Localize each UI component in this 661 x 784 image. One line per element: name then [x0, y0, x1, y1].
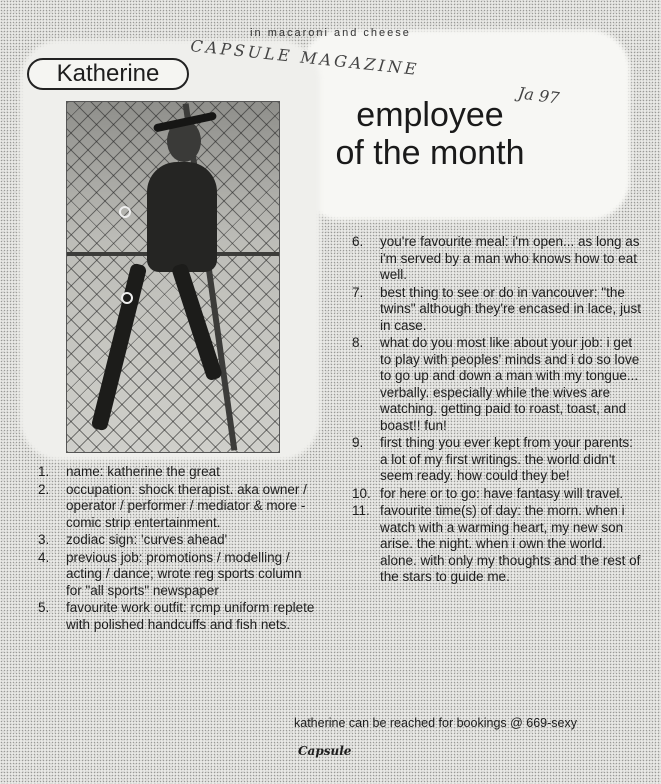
title-line-2: of the month: [335, 134, 525, 172]
list-item: 5. favourite work outfit: rcmp uniform replete with polished handcuffs and fish nets.: [38, 600, 315, 632]
handwritten-date-note: Ja 97: [516, 83, 561, 108]
list-item: 7. best thing to see or do in vancouver: "the twins" although they're encased in lace, just in case.: [352, 284, 642, 333]
list-item: 4. previous job: promotions / modelling / acting / dance; wrote reg sports column for "all sports" newspaper: [38, 549, 302, 598]
list-item: 3. zodiac sign: 'curves ahead': [38, 532, 228, 547]
list-item: 6. you're favourite meal: i'm open... as long as i'm served by a man who knows how to eat well.: [352, 234, 640, 282]
handcuff: [121, 292, 133, 304]
brand-logo: Capsule: [298, 744, 352, 758]
booking-footer: katherine can be reached for bookings @ 669-sexy: [294, 716, 577, 730]
list-item: 11. favourite time(s) of day: the morn. when i watch with a warming heart, my new son arise. the night. when i own the world. alone. with only my thoughts and the rest of the stars to guide me.: [352, 503, 641, 584]
page-title: [310, 96, 550, 172]
name-badge: Katherine: [27, 58, 189, 90]
list-item: 9. first thing you ever kept from your parents: a lot of my first writings. the world didn't seem ready. how could they be!: [352, 435, 633, 483]
list-item: 8. what do you most like about your job: i get to play with peoples' minds and i do so love to go up and down a man with my tongue... verbally. especially while the wives are watching. getting paid to roast, toast, and boast!! fun!: [352, 335, 640, 433]
handwritten-magazine-note: CAPSULE MAGAZINE: [189, 36, 421, 79]
portrait-photo: [66, 101, 280, 453]
questions-list-left: [38, 464, 320, 634]
page-header: in macaroni and cheese: [250, 27, 411, 39]
handcuff: [119, 206, 131, 218]
list-item: 1. name: katherine the great: [38, 464, 220, 479]
figure-body: [147, 162, 217, 272]
list-item: 10. for here or to go: have fantasy will travel.: [352, 485, 624, 501]
list-item: 2. occupation: shock therapist. aka owner / operator / performer / mediator & more - comic strip entertainment.: [38, 481, 307, 530]
questions-list-right: [352, 234, 644, 587]
title-line-1: employee: [356, 96, 504, 134]
